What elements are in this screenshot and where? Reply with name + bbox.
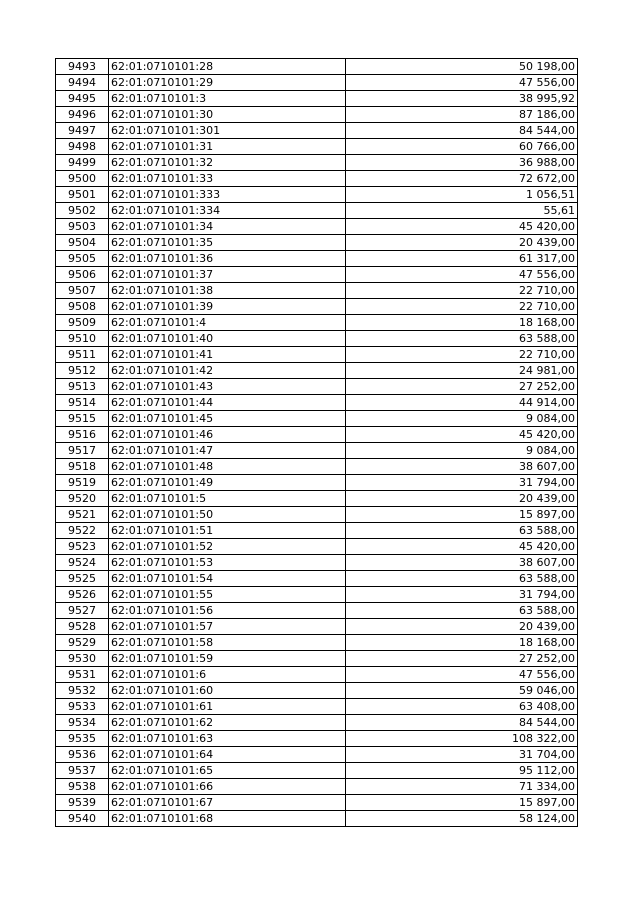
- cadastral-number-cell: 62:01:0710101:68: [109, 811, 346, 827]
- table-row: [56, 443, 578, 459]
- row-number-cell: 9535: [56, 731, 109, 747]
- table-row: [56, 779, 578, 795]
- cadastral-number-cell: 62:01:0710101:35: [109, 235, 346, 251]
- table-row: [56, 363, 578, 379]
- cadastral-value-table: [55, 58, 578, 827]
- row-number-cell: 9497: [56, 123, 109, 139]
- row-number-cell: 9493: [56, 59, 109, 75]
- cadastral-number-cell: 62:01:0710101:32: [109, 155, 346, 171]
- table-row: [56, 347, 578, 363]
- table-row: [56, 459, 578, 475]
- cadastral-number-cell: 62:01:0710101:62: [109, 715, 346, 731]
- table-row: [56, 395, 578, 411]
- row-number-cell: 9510: [56, 331, 109, 347]
- table-row: [56, 523, 578, 539]
- row-number-cell: 9525: [56, 571, 109, 587]
- cadastral-number-cell: 62:01:0710101:28: [109, 59, 346, 75]
- row-number-cell: 9518: [56, 459, 109, 475]
- cadastral-number-cell: 62:01:0710101:64: [109, 747, 346, 763]
- cadastral-value-cell: 84 544,00: [346, 123, 578, 139]
- row-number-cell: 9499: [56, 155, 109, 171]
- cadastral-number-cell: 62:01:0710101:46: [109, 427, 346, 443]
- table-row: [56, 747, 578, 763]
- row-number-cell: 9507: [56, 283, 109, 299]
- cadastral-value-cell: 20 439,00: [346, 235, 578, 251]
- table-row: [56, 331, 578, 347]
- row-number-cell: 9500: [56, 171, 109, 187]
- cadastral-value-cell: 72 672,00: [346, 171, 578, 187]
- table-row: [56, 811, 578, 827]
- cadastral-value-cell: 36 988,00: [346, 155, 578, 171]
- table-row: [56, 267, 578, 283]
- row-number-cell: 9505: [56, 251, 109, 267]
- cadastral-number-cell: 62:01:0710101:29: [109, 75, 346, 91]
- cadastral-value-cell: 27 252,00: [346, 651, 578, 667]
- row-number-cell: 9514: [56, 395, 109, 411]
- cadastral-number-cell: 62:01:0710101:65: [109, 763, 346, 779]
- row-number-cell: 9534: [56, 715, 109, 731]
- row-number-cell: 9536: [56, 747, 109, 763]
- cadastral-value-cell: 47 556,00: [346, 75, 578, 91]
- row-number-cell: 9516: [56, 427, 109, 443]
- cadastral-value-cell: 63 588,00: [346, 571, 578, 587]
- cadastral-number-cell: 62:01:0710101:45: [109, 411, 346, 427]
- cadastral-value-cell: 38 607,00: [346, 459, 578, 475]
- table-row: [56, 651, 578, 667]
- row-number-cell: 9521: [56, 507, 109, 523]
- cadastral-value-cell: 71 334,00: [346, 779, 578, 795]
- row-number-cell: 9527: [56, 603, 109, 619]
- table-row: [56, 219, 578, 235]
- table-row: [56, 667, 578, 683]
- cadastral-number-cell: 62:01:0710101:33: [109, 171, 346, 187]
- table-row: [56, 635, 578, 651]
- cadastral-number-cell: 62:01:0710101:58: [109, 635, 346, 651]
- row-number-cell: 9498: [56, 139, 109, 155]
- cadastral-value-cell: 38 607,00: [346, 555, 578, 571]
- row-number-cell: 9494: [56, 75, 109, 91]
- cadastral-value-cell: 84 544,00: [346, 715, 578, 731]
- table-row: [56, 59, 578, 75]
- row-number-cell: 9513: [56, 379, 109, 395]
- table-row: [56, 379, 578, 395]
- cadastral-value-cell: 60 766,00: [346, 139, 578, 155]
- row-number-cell: 9539: [56, 795, 109, 811]
- row-number-cell: 9496: [56, 107, 109, 123]
- cadastral-value-cell: 1 056,51: [346, 187, 578, 203]
- cadastral-number-cell: 62:01:0710101:49: [109, 475, 346, 491]
- cadastral-value-cell: 20 439,00: [346, 491, 578, 507]
- table-row: [56, 427, 578, 443]
- cadastral-value-cell: 9 084,00: [346, 411, 578, 427]
- row-number-cell: 9517: [56, 443, 109, 459]
- cadastral-number-cell: 62:01:0710101:42: [109, 363, 346, 379]
- cadastral-value-cell: 47 556,00: [346, 667, 578, 683]
- cadastral-number-cell: 62:01:0710101:4: [109, 315, 346, 331]
- cadastral-value-cell: 31 794,00: [346, 475, 578, 491]
- table-row: [56, 155, 578, 171]
- table-row: [56, 283, 578, 299]
- cadastral-value-cell: 15 897,00: [346, 795, 578, 811]
- row-number-cell: 9519: [56, 475, 109, 491]
- table-row: [56, 603, 578, 619]
- cadastral-value-cell: 38 995,92: [346, 91, 578, 107]
- cadastral-number-cell: 62:01:0710101:30: [109, 107, 346, 123]
- cadastral-number-cell: 62:01:0710101:333: [109, 187, 346, 203]
- table-row: [56, 571, 578, 587]
- cadastral-number-cell: 62:01:0710101:38: [109, 283, 346, 299]
- cadastral-value-cell: 95 112,00: [346, 763, 578, 779]
- cadastral-value-cell: 55,61: [346, 203, 578, 219]
- row-number-cell: 9511: [56, 347, 109, 363]
- cadastral-number-cell: 62:01:0710101:52: [109, 539, 346, 555]
- table-row: [56, 235, 578, 251]
- row-number-cell: 9520: [56, 491, 109, 507]
- cadastral-value-cell: 87 186,00: [346, 107, 578, 123]
- cadastral-number-cell: 62:01:0710101:34: [109, 219, 346, 235]
- table-row: [56, 587, 578, 603]
- cadastral-number-cell: 62:01:0710101:48: [109, 459, 346, 475]
- row-number-cell: 9495: [56, 91, 109, 107]
- cadastral-number-cell: 62:01:0710101:51: [109, 523, 346, 539]
- row-number-cell: 9533: [56, 699, 109, 715]
- cadastral-number-cell: 62:01:0710101:59: [109, 651, 346, 667]
- cadastral-value-cell: 22 710,00: [346, 299, 578, 315]
- row-number-cell: 9532: [56, 683, 109, 699]
- row-number-cell: 9509: [56, 315, 109, 331]
- cadastral-value-cell: 18 168,00: [346, 635, 578, 651]
- cadastral-number-cell: 62:01:0710101:5: [109, 491, 346, 507]
- cadastral-number-cell: 62:01:0710101:301: [109, 123, 346, 139]
- cadastral-number-cell: 62:01:0710101:67: [109, 795, 346, 811]
- table-row: [56, 315, 578, 331]
- row-number-cell: 9529: [56, 635, 109, 651]
- table-body: [56, 59, 578, 827]
- cadastral-number-cell: 62:01:0710101:6: [109, 667, 346, 683]
- table-row: [56, 411, 578, 427]
- cadastral-value-cell: 50 198,00: [346, 59, 578, 75]
- cadastral-value-cell: 45 420,00: [346, 427, 578, 443]
- table-row: [56, 299, 578, 315]
- cadastral-number-cell: 62:01:0710101:39: [109, 299, 346, 315]
- table-row: [56, 187, 578, 203]
- table-row: [56, 507, 578, 523]
- row-number-cell: 9540: [56, 811, 109, 827]
- table-row: [56, 171, 578, 187]
- table-row: [56, 715, 578, 731]
- table-row: [56, 139, 578, 155]
- cadastral-value-cell: 63 588,00: [346, 603, 578, 619]
- cadastral-number-cell: 62:01:0710101:63: [109, 731, 346, 747]
- table-row: [56, 539, 578, 555]
- cadastral-number-cell: 62:01:0710101:66: [109, 779, 346, 795]
- cadastral-value-cell: 22 710,00: [346, 347, 578, 363]
- cadastral-value-cell: 31 704,00: [346, 747, 578, 763]
- cadastral-value-cell: 44 914,00: [346, 395, 578, 411]
- cadastral-value-cell: 108 322,00: [346, 731, 578, 747]
- row-number-cell: 9503: [56, 219, 109, 235]
- row-number-cell: 9522: [56, 523, 109, 539]
- cadastral-number-cell: 62:01:0710101:41: [109, 347, 346, 363]
- cadastral-number-cell: 62:01:0710101:36: [109, 251, 346, 267]
- cadastral-value-cell: 63 588,00: [346, 523, 578, 539]
- table-row: [56, 107, 578, 123]
- cadastral-value-cell: 18 168,00: [346, 315, 578, 331]
- table-row: [56, 203, 578, 219]
- cadastral-value-cell: 27 252,00: [346, 379, 578, 395]
- table-row: [56, 699, 578, 715]
- row-number-cell: 9531: [56, 667, 109, 683]
- table-row: [56, 75, 578, 91]
- row-number-cell: 9537: [56, 763, 109, 779]
- row-number-cell: 9528: [56, 619, 109, 635]
- table-row: [56, 491, 578, 507]
- table-row: [56, 251, 578, 267]
- cadastral-value-cell: 61 317,00: [346, 251, 578, 267]
- cadastral-number-cell: 62:01:0710101:61: [109, 699, 346, 715]
- cadastral-value-cell: 9 084,00: [346, 443, 578, 459]
- row-number-cell: 9515: [56, 411, 109, 427]
- row-number-cell: 9530: [56, 651, 109, 667]
- row-number-cell: 9502: [56, 203, 109, 219]
- table-row: [56, 763, 578, 779]
- cadastral-number-cell: 62:01:0710101:43: [109, 379, 346, 395]
- cadastral-number-cell: 62:01:0710101:334: [109, 203, 346, 219]
- cadastral-value-cell: 24 981,00: [346, 363, 578, 379]
- table-row: [56, 475, 578, 491]
- cadastral-value-cell: 47 556,00: [346, 267, 578, 283]
- cadastral-value-cell: 15 897,00: [346, 507, 578, 523]
- row-number-cell: 9523: [56, 539, 109, 555]
- row-number-cell: 9512: [56, 363, 109, 379]
- cadastral-value-cell: 63 408,00: [346, 699, 578, 715]
- cadastral-number-cell: 62:01:0710101:54: [109, 571, 346, 587]
- cadastral-value-cell: 45 420,00: [346, 539, 578, 555]
- cadastral-number-cell: 62:01:0710101:3: [109, 91, 346, 107]
- table-row: [56, 123, 578, 139]
- cadastral-number-cell: 62:01:0710101:31: [109, 139, 346, 155]
- cadastral-number-cell: 62:01:0710101:57: [109, 619, 346, 635]
- table-row: [56, 555, 578, 571]
- cadastral-number-cell: 62:01:0710101:50: [109, 507, 346, 523]
- row-number-cell: 9504: [56, 235, 109, 251]
- table-row: [56, 619, 578, 635]
- table-row: [56, 731, 578, 747]
- cadastral-value-cell: 45 420,00: [346, 219, 578, 235]
- row-number-cell: 9506: [56, 267, 109, 283]
- cadastral-value-cell: 31 794,00: [346, 587, 578, 603]
- cadastral-value-cell: 22 710,00: [346, 283, 578, 299]
- table-row: [56, 683, 578, 699]
- row-number-cell: 9538: [56, 779, 109, 795]
- cadastral-number-cell: 62:01:0710101:56: [109, 603, 346, 619]
- table-row: [56, 91, 578, 107]
- cadastral-value-cell: 20 439,00: [346, 619, 578, 635]
- cadastral-number-cell: 62:01:0710101:37: [109, 267, 346, 283]
- cadastral-number-cell: 62:01:0710101:47: [109, 443, 346, 459]
- row-number-cell: 9524: [56, 555, 109, 571]
- cadastral-number-cell: 62:01:0710101:44: [109, 395, 346, 411]
- cadastral-number-cell: 62:01:0710101:55: [109, 587, 346, 603]
- cadastral-number-cell: 62:01:0710101:40: [109, 331, 346, 347]
- cadastral-value-cell: 59 046,00: [346, 683, 578, 699]
- table-row: [56, 795, 578, 811]
- row-number-cell: 9526: [56, 587, 109, 603]
- row-number-cell: 9508: [56, 299, 109, 315]
- cadastral-number-cell: 62:01:0710101:53: [109, 555, 346, 571]
- row-number-cell: 9501: [56, 187, 109, 203]
- cadastral-value-cell: 58 124,00: [346, 811, 578, 827]
- cadastral-value-cell: 63 588,00: [346, 331, 578, 347]
- cadastral-number-cell: 62:01:0710101:60: [109, 683, 346, 699]
